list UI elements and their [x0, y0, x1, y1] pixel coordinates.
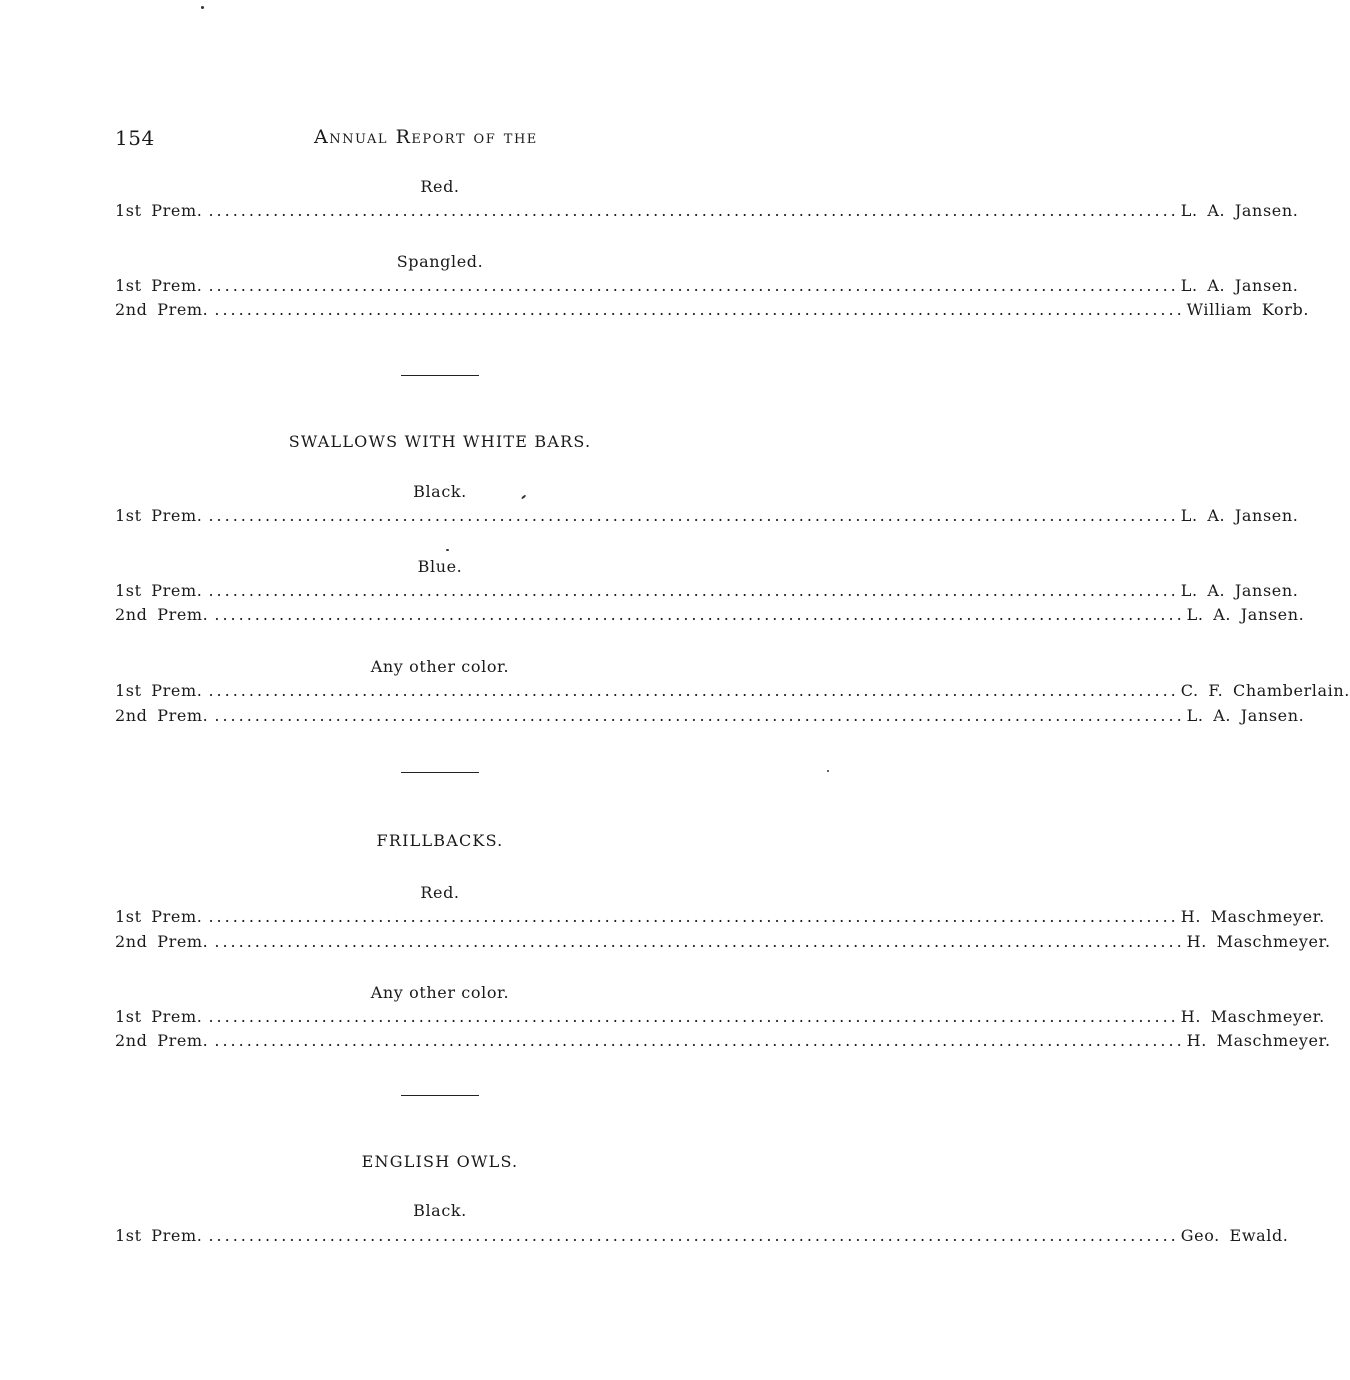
premium-label: 1st Prem.	[115, 681, 203, 700]
premium-label: 1st Prem.	[115, 581, 203, 600]
dot-leader: ........................................................................................................................	[208, 1007, 1179, 1026]
premium-label: 2nd Prem.	[115, 300, 209, 319]
premium-row	[115, 907, 1325, 929]
dot-leader: ........................................................................................................................	[214, 932, 1185, 951]
variety-heading: Black.	[413, 482, 467, 501]
winner-name: L. A. Jansen.	[1180, 276, 1299, 295]
dot-leader: ........................................................................................................................	[214, 706, 1185, 725]
dot-leader: ........................................................................................................................	[208, 681, 1179, 700]
dot-leader: ........................................................................................................................	[208, 907, 1179, 926]
winner-name: H. Maschmeyer.	[1180, 907, 1325, 926]
paper-speck	[827, 770, 829, 772]
variety-heading: Blue.	[417, 557, 463, 576]
section-divider	[401, 1095, 479, 1096]
running-head: Annual Report of the	[314, 126, 538, 148]
variety-heading: Black.	[413, 1201, 467, 1220]
winner-name: L. A. Jansen.	[1180, 201, 1299, 220]
premium-row	[115, 681, 1350, 703]
dot-leader: ........................................................................................................................	[208, 506, 1179, 525]
premium-row	[115, 276, 1299, 298]
premium-row	[115, 1031, 1331, 1053]
winner-name: L. A. Jansen.	[1186, 706, 1305, 725]
dot-leader: ........................................................................................................................	[208, 201, 1179, 220]
winner-name: C. F. Chamberlain.	[1180, 681, 1350, 700]
premium-row	[115, 1007, 1325, 1029]
page-number: 154	[115, 126, 155, 150]
winner-name: L. A. Jansen.	[1186, 605, 1305, 624]
premium-label: 1st Prem.	[115, 276, 203, 295]
premium-label: 1st Prem.	[115, 1007, 203, 1026]
premium-row	[115, 1226, 1289, 1248]
dot-leader: ........................................................................................................................	[208, 1226, 1179, 1245]
paper-speck	[446, 549, 449, 551]
premium-label: 2nd Prem.	[115, 932, 209, 951]
winner-name: L. A. Jansen.	[1180, 506, 1299, 525]
variety-heading: Red.	[420, 883, 460, 902]
premium-label: 2nd Prem.	[115, 1031, 209, 1050]
winner-name: H. Maschmeyer.	[1180, 1007, 1325, 1026]
paper-speck	[201, 6, 204, 9]
variety-heading: Any other color.	[370, 983, 510, 1002]
winner-name: H. Maschmeyer.	[1186, 1031, 1331, 1050]
variety-heading: Red.	[420, 177, 460, 196]
winner-name: Geo. Ewald.	[1180, 1226, 1289, 1245]
section-title: ENGLISH OWLS.	[361, 1152, 519, 1171]
variety-heading: Spangled.	[396, 252, 484, 271]
premium-label: 1st Prem.	[115, 506, 203, 525]
premium-label: 2nd Prem.	[115, 605, 209, 624]
premium-label: 2nd Prem.	[115, 706, 209, 725]
dot-leader: ........................................................................................................................	[208, 581, 1179, 600]
premium-row	[115, 706, 1305, 728]
premium-row	[115, 300, 1310, 322]
variety-heading: Any other color.	[370, 657, 510, 676]
premium-label: 1st Prem.	[115, 907, 203, 926]
premium-label: 1st Prem.	[115, 1226, 203, 1245]
premium-row	[115, 932, 1331, 954]
section-title: SWALLOWS WITH WHITE BARS.	[288, 432, 592, 451]
section-divider	[401, 772, 479, 773]
winner-name: H. Maschmeyer.	[1186, 932, 1331, 951]
premium-row	[115, 581, 1299, 603]
premium-row	[115, 201, 1299, 223]
page-header	[115, 126, 765, 154]
winner-name: William Korb.	[1186, 300, 1310, 319]
dot-leader: ........................................................................................................................	[214, 605, 1185, 624]
dot-leader: ........................................................................................................................	[214, 1031, 1185, 1050]
dot-leader: ........................................................................................................................	[208, 276, 1179, 295]
dot-leader: ........................................................................................................................	[214, 300, 1185, 319]
section-title: FRILLBACKS.	[376, 831, 504, 850]
premium-row	[115, 506, 1299, 528]
section-divider	[401, 375, 479, 376]
premium-row	[115, 605, 1305, 627]
winner-name: L. A. Jansen.	[1180, 581, 1299, 600]
premium-label: 1st Prem.	[115, 201, 203, 220]
